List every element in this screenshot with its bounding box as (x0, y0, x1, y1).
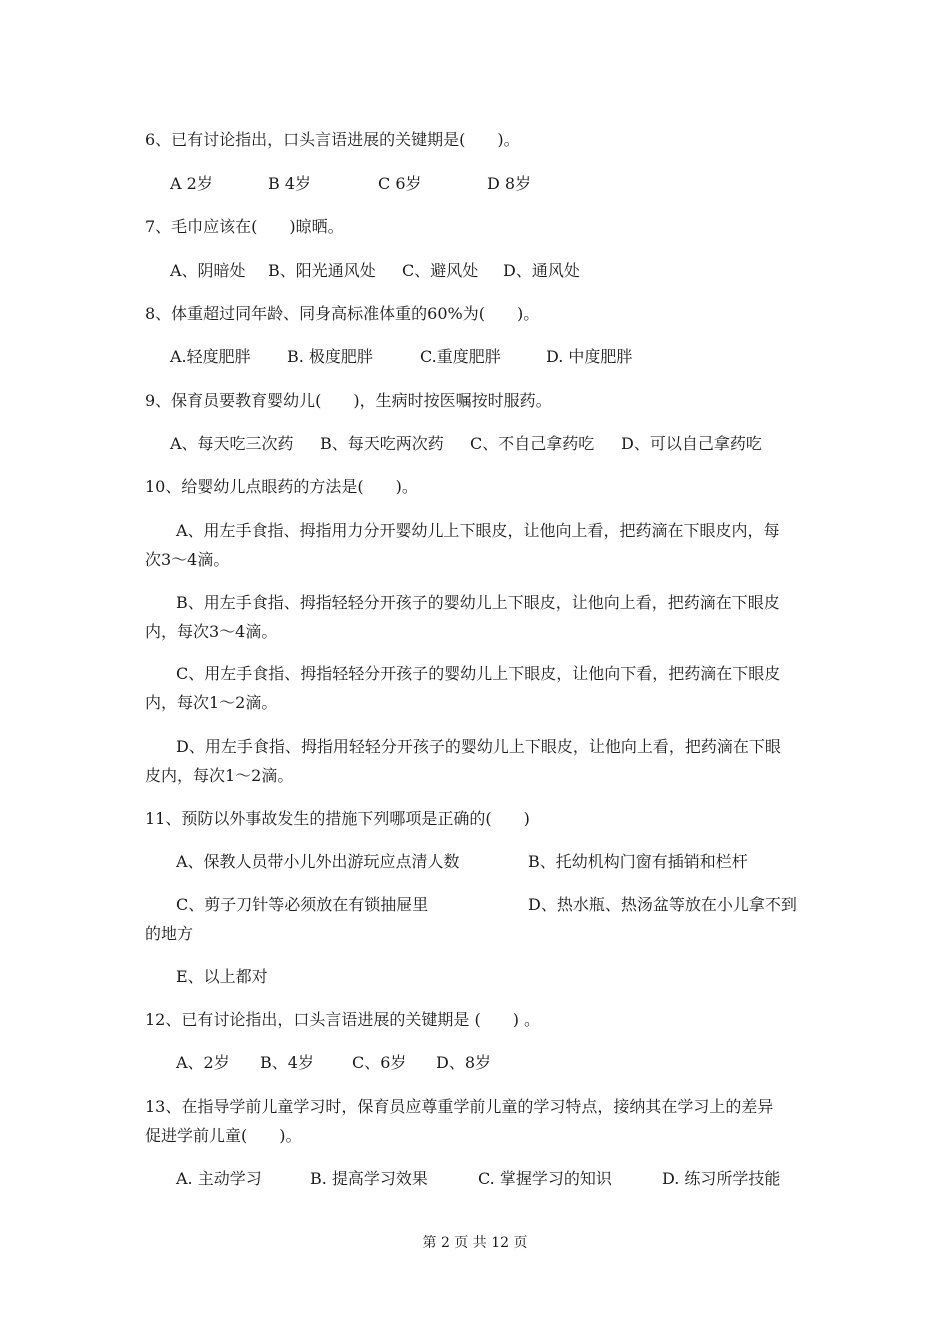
question-8-stem: 8、体重超过同年龄、同身高标准体重的60%为( )。 (145, 304, 540, 323)
question-10-option-b-cont: 内，每次3～4滴。 (145, 622, 278, 641)
question-6-option-b: B 4岁 (268, 174, 312, 193)
question-13-option-b: B. 提高学习效果 (310, 1169, 428, 1188)
question-7-option-a: A、阴暗处 (170, 261, 246, 280)
question-10-option-b: B、用左手食指、拇指轻轻分开孩子的婴幼儿上下眼皮，让他向上看，把药滴在下眼皮 (176, 593, 780, 612)
question-8-option-a: A.轻度肥胖 (170, 347, 251, 366)
question-6-stem: 6、已有讨论指出，口头言语进展的关键期是( )。 (145, 130, 520, 149)
question-11-option-d-cont: 的地方 (145, 924, 194, 943)
question-11-option-e: E、以上都对 (176, 967, 268, 986)
question-7-option-c: C、避风处 (402, 261, 479, 280)
question-13-option-a: A. 主动学习 (176, 1169, 262, 1188)
question-8-option-d: D. 中度肥胖 (546, 347, 633, 366)
question-13-stem: 13、在指导学前儿童学习时，保育员应尊重学前儿童的学习特点，接纳其在学习上的差异 (145, 1097, 774, 1116)
question-6-option-c: C 6岁 (378, 174, 422, 193)
question-12-option-a: A、2岁 (176, 1053, 230, 1072)
question-10-option-a: A、用左手食指、拇指用力分开婴幼儿上下眼皮，让他向上看，把药滴在下眼皮内，每 (176, 521, 780, 540)
question-12-option-c: C、6岁 (352, 1053, 407, 1072)
question-13-option-d: D. 练习所学技能 (662, 1169, 781, 1188)
question-8-option-b: B. 极度肥胖 (287, 347, 373, 366)
question-9-option-b: B、每天吃两次药 (320, 434, 444, 453)
question-8-option-c: C.重度肥胖 (420, 347, 501, 366)
question-12-option-b: B、4岁 (260, 1053, 314, 1072)
question-7-option-d: D、通风处 (503, 261, 580, 280)
question-13-stem-cont: 促进学前儿童( )。 (145, 1126, 302, 1145)
question-9-option-c: C、不自己拿药吃 (470, 434, 595, 453)
question-11-stem: 11、预防以外事故发生的措施下列哪项是正确的( ) (145, 809, 530, 828)
question-6-option-a: A 2岁 (170, 174, 213, 193)
question-10-stem: 10、给婴幼儿点眼药的方法是( )。 (145, 477, 418, 496)
question-12-option-d: D、8岁 (436, 1053, 492, 1072)
question-11-option-c: C、剪子刀针等必须放在有锁抽屉里 (176, 895, 429, 914)
question-6-option-d: D 8岁 (487, 174, 532, 193)
question-7-stem: 7、毛巾应该在( )晾晒。 (145, 217, 344, 236)
page-number-footer: 第 2 页 共 12 页 (422, 1235, 528, 1251)
question-10-option-d-cont: 皮内，每次1～2滴。 (145, 766, 294, 785)
question-13-option-c: C. 掌握学习的知识 (478, 1169, 612, 1188)
question-10-option-c: C、用左手食指、拇指轻轻分开孩子的婴幼儿上下眼皮，让他向下看，把药滴在下眼皮 (176, 664, 781, 683)
question-9-option-d: D、可以自己拿药吃 (621, 434, 762, 453)
question-7-option-b: B、阳光通风处 (268, 261, 376, 280)
question-9-option-a: A、每天吃三次药 (170, 434, 294, 453)
question-10-option-a-cont: 次3～4滴。 (145, 550, 230, 569)
question-11-option-a: A、保教人员带小儿外出游玩应点清人数 (176, 852, 460, 871)
question-11-option-b: B、托幼机构门窗有插销和栏杆 (528, 852, 748, 871)
question-12-stem: 12、已有讨论指出，口头言语进展的关键期是 ( ) 。 (145, 1010, 541, 1029)
question-9-stem: 9、保育员要教育婴幼儿( )，生病时按医嘱按时服药。 (145, 391, 552, 410)
question-10-option-c-cont: 内，每次1～2滴。 (145, 693, 278, 712)
question-11-option-d: D、热水瓶、热汤盆等放在小儿拿不到 (528, 895, 797, 914)
question-10-option-d: D、用左手食指、拇指用轻轻分开孩子的婴幼儿上下眼皮，让他向上看，把药滴在下眼 (176, 737, 781, 756)
